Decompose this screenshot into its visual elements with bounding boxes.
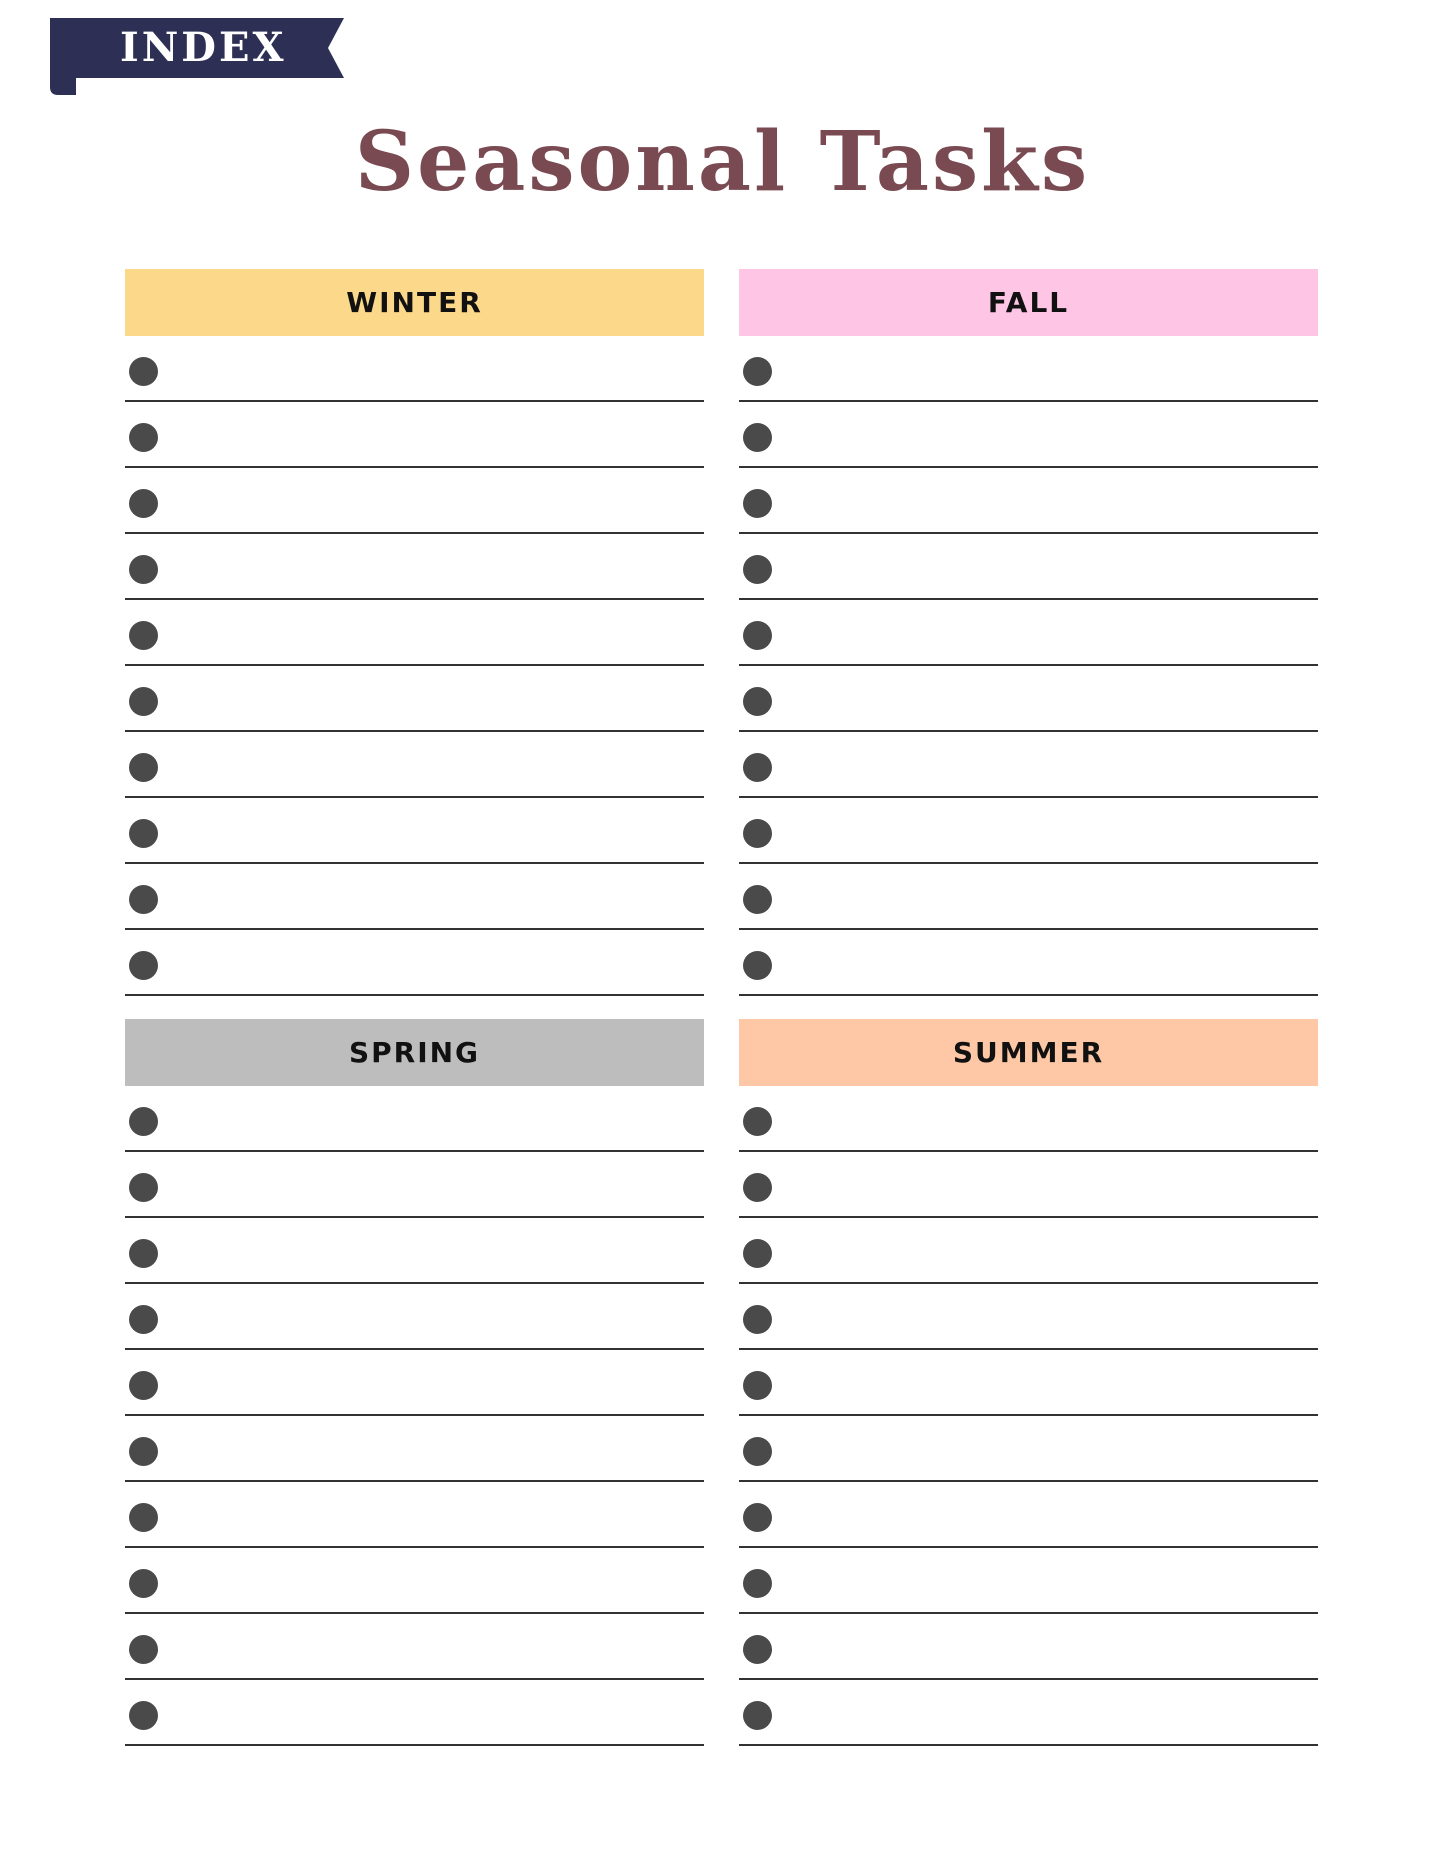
summer-task-row[interactable] — [739, 1482, 1318, 1548]
winter-task-row[interactable] — [125, 336, 704, 402]
index-tab[interactable] — [50, 18, 344, 78]
bullet-icon — [129, 1503, 158, 1532]
summer-header: SUMMER — [739, 1019, 1318, 1086]
bullet-icon — [129, 1701, 158, 1730]
spring-task-row[interactable] — [125, 1548, 704, 1614]
spring-task-row[interactable] — [125, 1284, 704, 1350]
fall-task-list — [739, 336, 1318, 996]
fall-task-row[interactable] — [739, 930, 1318, 996]
index-label: INDEX — [120, 24, 287, 71]
bullet-icon — [743, 1701, 772, 1730]
fall-header: FALL — [739, 269, 1318, 336]
summer-task-row[interactable] — [739, 1548, 1318, 1614]
summer-task-row[interactable] — [739, 1416, 1318, 1482]
fall-task-row[interactable] — [739, 402, 1318, 468]
bullet-icon — [743, 819, 772, 848]
bullet-icon — [129, 489, 158, 518]
bullet-icon — [129, 1635, 158, 1664]
winter-task-row[interactable] — [125, 402, 704, 468]
summer-task-list — [739, 1086, 1318, 1746]
spring-task-row[interactable] — [125, 1086, 704, 1152]
fall-task-row[interactable] — [739, 732, 1318, 798]
summer-task-row[interactable] — [739, 1218, 1318, 1284]
spring-task-row[interactable] — [125, 1482, 704, 1548]
bullet-icon — [129, 357, 158, 386]
bullet-icon — [743, 357, 772, 386]
fall-task-row[interactable] — [739, 666, 1318, 732]
bullet-icon — [129, 1239, 158, 1268]
bullet-icon — [743, 1437, 772, 1466]
spring-section — [125, 1019, 704, 1746]
bullet-icon — [129, 1569, 158, 1598]
fall-section — [739, 269, 1318, 996]
spring-task-row[interactable] — [125, 1680, 704, 1746]
summer-task-row[interactable] — [739, 1614, 1318, 1680]
summer-task-row[interactable] — [739, 1284, 1318, 1350]
bullet-icon — [129, 819, 158, 848]
bullet-icon — [743, 1569, 772, 1598]
fall-task-row[interactable] — [739, 534, 1318, 600]
bullet-icon — [743, 1305, 772, 1334]
summer-task-row[interactable] — [739, 1086, 1318, 1152]
fall-task-row[interactable] — [739, 864, 1318, 930]
bullet-icon — [743, 1503, 772, 1532]
bullet-icon — [129, 1437, 158, 1466]
bullet-icon — [129, 885, 158, 914]
fall-task-row[interactable] — [739, 600, 1318, 666]
spring-task-row[interactable] — [125, 1614, 704, 1680]
bullet-icon — [129, 687, 158, 716]
page-title: Seasonal Tasks — [354, 114, 1091, 210]
bullet-icon — [743, 621, 772, 650]
bullet-icon — [129, 555, 158, 584]
winter-task-row[interactable] — [125, 666, 704, 732]
spring-task-row[interactable] — [125, 1218, 704, 1284]
summer-task-row[interactable] — [739, 1680, 1318, 1746]
winter-task-row[interactable] — [125, 534, 704, 600]
bullet-icon — [743, 687, 772, 716]
winter-task-list — [125, 336, 704, 996]
bullet-icon — [743, 555, 772, 584]
bullet-icon — [743, 951, 772, 980]
bullet-icon — [129, 951, 158, 980]
winter-header: WINTER — [125, 269, 704, 336]
fall-task-row[interactable] — [739, 798, 1318, 864]
bullet-icon — [129, 1173, 158, 1202]
spring-task-row[interactable] — [125, 1350, 704, 1416]
bullet-icon — [743, 1239, 772, 1268]
bullet-icon — [129, 621, 158, 650]
bullet-icon — [743, 489, 772, 518]
fall-task-row[interactable] — [739, 336, 1318, 402]
bullet-icon — [743, 753, 772, 782]
summer-task-row[interactable] — [739, 1152, 1318, 1218]
fall-task-row[interactable] — [739, 468, 1318, 534]
winter-task-row[interactable] — [125, 930, 704, 996]
bullet-icon — [129, 1305, 158, 1334]
bullet-icon — [743, 1173, 772, 1202]
bullet-icon — [129, 1371, 158, 1400]
winter-section — [125, 269, 704, 996]
winter-task-row[interactable] — [125, 732, 704, 798]
bullet-icon — [743, 1107, 772, 1136]
bullet-icon — [743, 1371, 772, 1400]
bullet-icon — [743, 885, 772, 914]
summer-task-row[interactable] — [739, 1350, 1318, 1416]
spring-task-row[interactable] — [125, 1416, 704, 1482]
spring-task-row[interactable] — [125, 1152, 704, 1218]
winter-task-row[interactable] — [125, 864, 704, 930]
bullet-icon — [129, 1107, 158, 1136]
bullet-icon — [743, 1635, 772, 1664]
bullet-icon — [129, 753, 158, 782]
bullet-icon — [743, 423, 772, 452]
spring-header: SPRING — [125, 1019, 704, 1086]
winter-task-row[interactable] — [125, 468, 704, 534]
bullet-icon — [129, 423, 158, 452]
spring-task-list — [125, 1086, 704, 1746]
winter-task-row[interactable] — [125, 798, 704, 864]
summer-section — [739, 1019, 1318, 1746]
winter-task-row[interactable] — [125, 600, 704, 666]
